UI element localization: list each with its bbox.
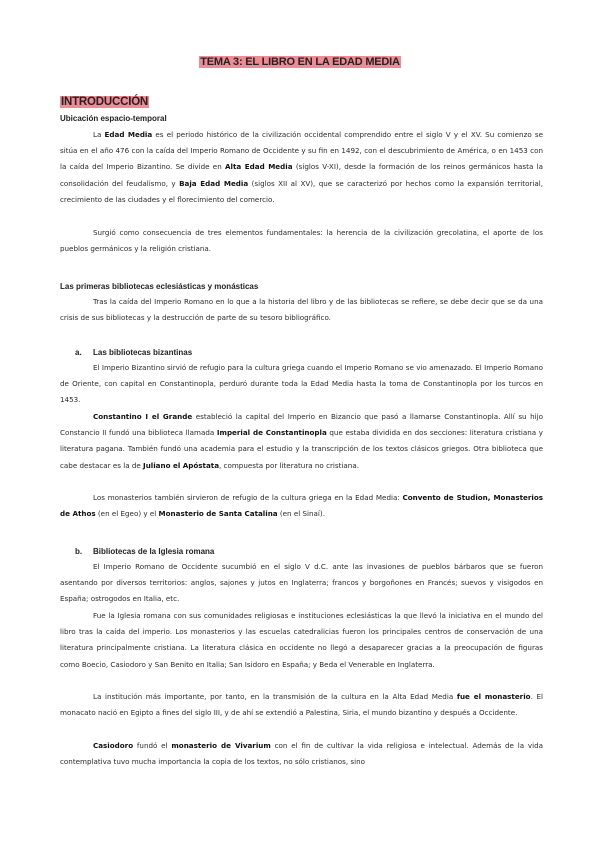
document-title [0,56,600,68]
section-heading-introduccion: INTRODUCCIÓN [61,96,149,108]
paragraph-surgio: Surgió como consecuencia de tres elementos fundamentales: la herencia de la civilización grecolatina, el aporte de los pueblos germánicos y la religión cristiana. [60,228,543,254]
title-highlight: TEMA 3: EL LIBRO EN LA EDAD MEDIA [200,56,400,68]
subheading-ubicacion: Ubicación espacio-temporal [60,114,167,123]
subheading-iglesia-romana: b. Bibliotecas de la Iglesia romana [75,547,215,556]
subheading-bizantinas: a. Las bibliotecas bizantinas [75,348,193,357]
subheading-primeras-bibliotecas: Las primeras bibliotecas eclesiásticas y monásticas [60,282,259,291]
paragraph-caida-imperio: Tras la caída del Imperio Romano en lo que a la historia del libro y de las bibliotecas se refiere, se debe decir que se da una crisis de sus bibliotecas y la destrucción de parte de su tesoro bibliográfico. [60,297,543,323]
paragraph-invasiones: El Imperio Romano de Occidente sucumbió en el siglo V d.C. ante las invasiones de pueblos bárbaros que se fueron asentando por diversos territorios: anglos, sajones y jutos en Inglaterra; francos y borgoñones en Francés; suevos y visigodos en España; ostrogodos en Italia, etc. [60,562,543,604]
paragraph-monasterios: Los monasterios también sirvieron de refugio de la cultura griega en la Edad Media: Convento de Studion, Monasterios de Athos (en el Egeo) y el Monasterio de Santa Catalina (en el Sinaí). [60,493,543,519]
paragraph-institucion: La institución más importante, por tanto, en la transmisión de la cultura en la Alta Edad Media fue el monasterio. El monacato nació en Egipto a fines del siglo III, y de ahí se extendió a Palestina, Siria, el mundo bizantino y después a Occidente. [60,692,543,718]
paragraph-imperio-bizantino: El Imperio Bizantino sirvió de refugio para la cultura griega cuando el Imperio Romano se vio amenazado. El Imperio Romano de Oriente, con capital en Constantinopla, perduró durante toda la Edad Media hasta la toma de Constantinopla por los turcos en 1453. [60,363,543,405]
paragraph-edad-media: La Edad Media es el periodo histórico de la civilización occidental comprendido entre el siglo V y el XV. Su comienzo se sitúa en el año 476 con la caída del Imperio Romano de Occidente y su fin en 1492, con el descubrimiento de América, o en 1453 con la caída del Imperio Bizantino. Se divide en Alta Edad Media (siglos V-XI), desde la formación de los reinos germánicos hasta la consolidación del feudalismo, y Baja Edad Media (siglos XII al XV), que se caracterizó por hechos como la expansión territorial, crecimiento de las ciudades y el florecimiento del comercio. [60,130,543,204]
paragraph-iglesia: Fue la Iglesia romana con sus comunidades religiosas e instituciones eclesiásticas la que llevó la iniciativa en el mundo del libro tras la caída del imperio. Los monasterios y las escuelas catedralicias fueron los principales centros de conservación de una literatura principalmente cristiana. La literatura clásica en occidente no llegó a desaparecer gracias a la preocupación de figuras como Boecio, Casiodoro y San Benito en Italia; San Isidoro en España; y Beda el Venerable en Inglaterra. [60,611,543,669]
paragraph-casiodoro: Casiodoro fundó el monasterio de Vivarium con el fin de cultivar la vida religiosa e intelectual. Además de la vida contemplativa tuvo mucha importancia la copia de los textos, no sólo cristianos, sino [60,741,543,767]
paragraph-constantino: Constantino I el Grande estableció la capital del Imperio en Bizancio que pasó a llamarse Constantinopla. Allí su hijo Constancio II fundó una biblioteca llamada Imperial de Constantinopla que estaba dividida en dos secciones: literatura cristiana y literatura pagana. También fundó una academia para el estudio y la transcripción de los textos clásicos griegos. Otra biblioteca que cabe destacar es la de Juliano el Apóstata, compuesta por literatura no cristiana. [60,412,543,470]
